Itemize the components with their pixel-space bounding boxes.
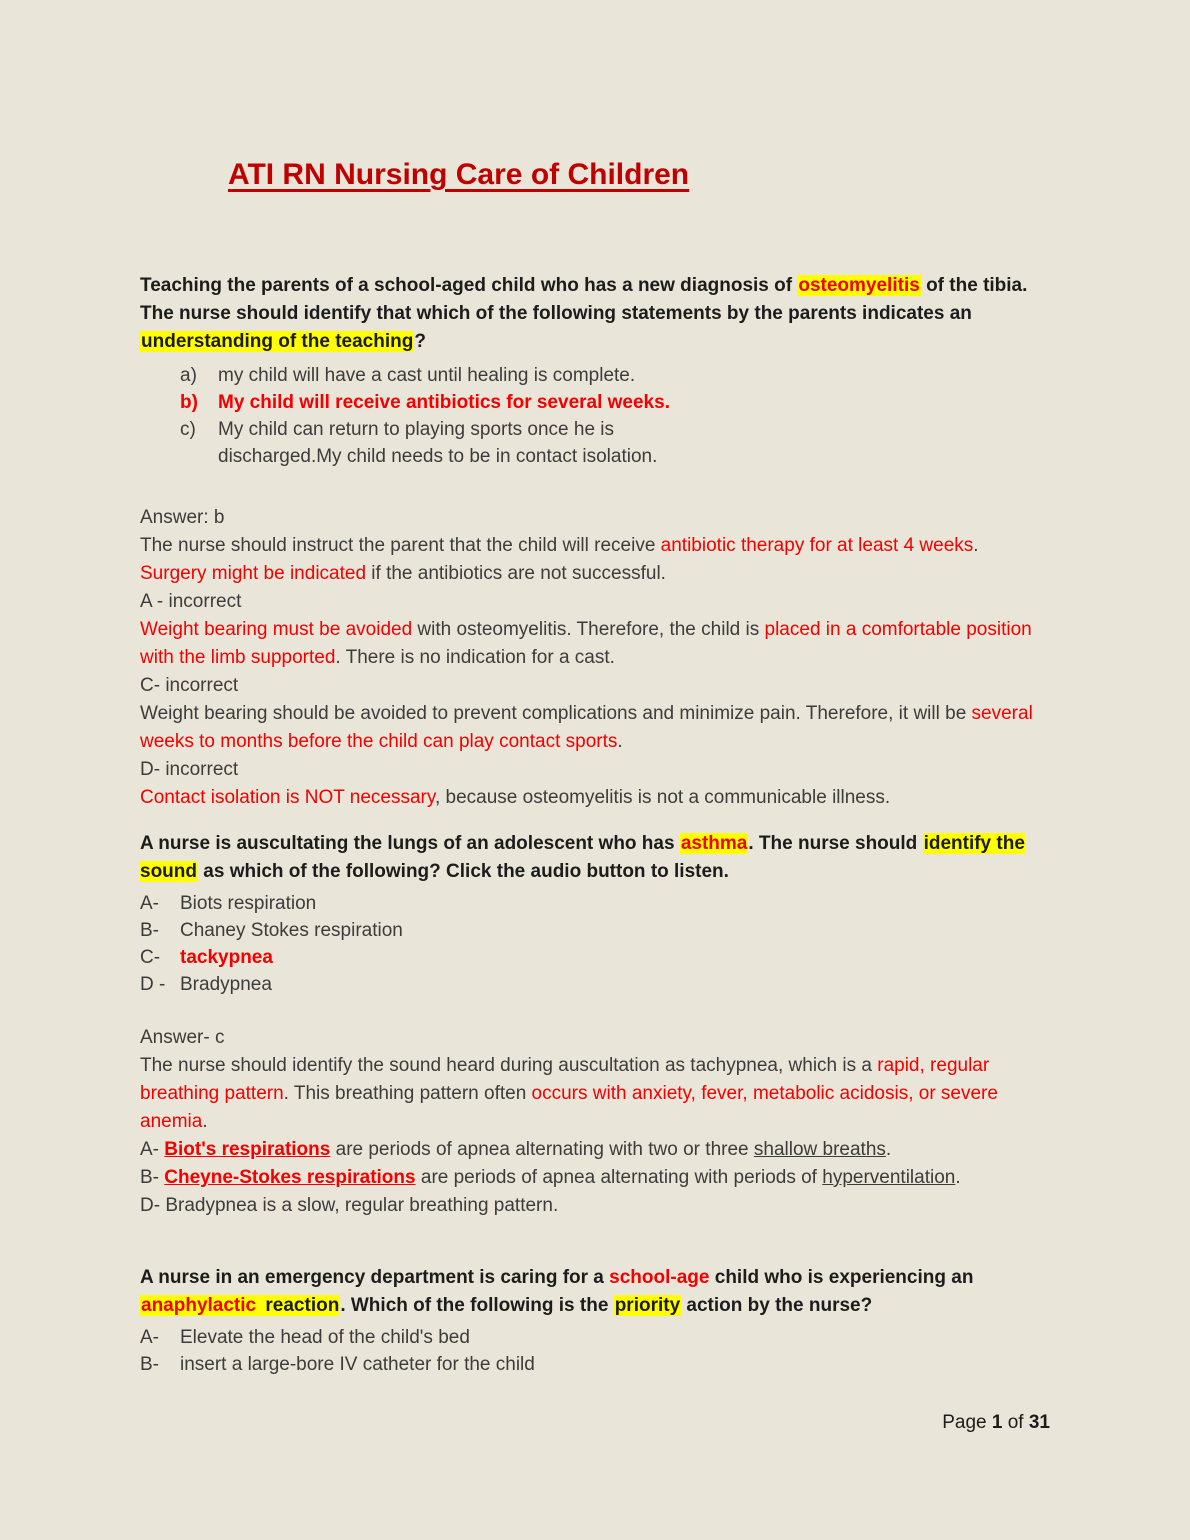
red-text: Weight bearing must be avoided bbox=[140, 619, 413, 640]
q1-question-text bbox=[140, 272, 1050, 356]
q1-options bbox=[180, 362, 1050, 470]
option-text: My child can return to playing sports once he is bbox=[218, 419, 615, 440]
text-run: . bbox=[955, 1167, 961, 1188]
q2-option-c bbox=[140, 944, 1050, 971]
q3-question-text bbox=[140, 1264, 1050, 1320]
highlighted-text: understanding of the teaching bbox=[141, 331, 414, 352]
q1-option-c-continued bbox=[180, 443, 1050, 470]
footer-text: Page bbox=[942, 1412, 992, 1433]
q1-a-label: A - incorrect bbox=[140, 591, 242, 612]
underlined-text: hyperventilation bbox=[822, 1167, 956, 1188]
q1-d-rationale bbox=[140, 784, 1050, 812]
text-run: are periods of apnea alternating with two or three bbox=[330, 1139, 754, 1160]
text-run: , because osteomyelitis is not a communicable illness. bbox=[434, 787, 891, 808]
text-run: B- bbox=[140, 1167, 165, 1188]
footer-total-pages: 31 bbox=[1028, 1412, 1050, 1433]
option-label: A- bbox=[140, 1327, 159, 1348]
q2-a-rationale bbox=[140, 1136, 1050, 1164]
option-label: b) bbox=[180, 392, 198, 413]
highlighted-red-text: osteomyelitis bbox=[798, 275, 920, 296]
q1-option-b bbox=[180, 389, 1050, 416]
text-run: . bbox=[617, 731, 623, 752]
option-label: B- bbox=[140, 920, 159, 941]
red-text: rapid, regular breathing pattern bbox=[140, 1055, 990, 1104]
text-run: . This breathing pattern often bbox=[283, 1083, 532, 1104]
q1-answer: Answer: b bbox=[140, 507, 225, 528]
page-footer bbox=[942, 1412, 1050, 1434]
footer-text: of bbox=[1002, 1412, 1029, 1433]
option-text: Chaney Stokes respiration bbox=[180, 920, 403, 941]
document-title: ATI RN Nursing Care of Children bbox=[228, 158, 690, 191]
text-run: Weight bearing should be avoided to prevent complications and minimize pain. Therefore, it will be bbox=[140, 703, 972, 724]
q2-option-a bbox=[140, 890, 1050, 917]
option-text: Elevate the head of the child's bed bbox=[180, 1327, 470, 1348]
q2-option-b bbox=[140, 917, 1050, 944]
q2-option-d bbox=[140, 971, 1050, 998]
red-text: antibiotic therapy for at least 4 weeks bbox=[660, 535, 974, 556]
q1-rationale bbox=[140, 532, 1050, 588]
text-run: . Which of the following is the bbox=[340, 1295, 614, 1316]
question-1-section bbox=[140, 272, 1050, 812]
red-text: several weeks to months before the child can play contact sports bbox=[140, 703, 1033, 752]
text-run: A nurse in an emergency department is caring for a bbox=[140, 1267, 610, 1288]
option-label: D - bbox=[140, 974, 166, 995]
text-run: A- bbox=[140, 1139, 165, 1160]
q3-options bbox=[140, 1324, 1050, 1378]
text-run: . bbox=[202, 1111, 208, 1132]
highlighted-text: identify the sound bbox=[140, 833, 1025, 882]
red-underlined-text: Biot's respirations bbox=[164, 1139, 331, 1160]
question-2-section bbox=[140, 830, 1050, 1220]
text-run: action by the nurse? bbox=[681, 1295, 873, 1316]
q1-c-label: C- incorrect bbox=[140, 675, 239, 696]
text-run: . bbox=[973, 535, 979, 556]
option-label: B- bbox=[140, 1354, 159, 1375]
red-text: occurs with anxiety, fever, metabolic acidosis, or severe anemia bbox=[140, 1083, 998, 1132]
q3-option-a bbox=[140, 1324, 1050, 1351]
question-3-section bbox=[140, 1264, 1050, 1378]
highlighted-text: reaction bbox=[265, 1295, 340, 1316]
underlined-text: shallow breaths bbox=[753, 1139, 886, 1160]
q2-question-text bbox=[140, 830, 1050, 886]
text-run: A nurse is auscultating the lungs of an adolescent who has bbox=[140, 833, 680, 854]
text-run: with osteomyelitis. Therefore, the child is bbox=[412, 619, 765, 640]
q2-options bbox=[140, 890, 1050, 998]
option-text: Biots respiration bbox=[180, 893, 317, 914]
text-run: . There is no indication for a cast. bbox=[335, 647, 615, 668]
highlighted-text: priority bbox=[614, 1295, 681, 1316]
option-text: my child will have a cast until healing is complete. bbox=[218, 365, 636, 386]
q3-option-b bbox=[140, 1351, 1050, 1378]
q1-d-label: D- incorrect bbox=[140, 759, 239, 780]
text-run: . The nurse should bbox=[748, 833, 923, 854]
q1-option-c bbox=[180, 416, 1050, 443]
q1-a-rationale bbox=[140, 616, 1050, 672]
red-underlined-text: Cheyne-Stokes respirations bbox=[164, 1167, 416, 1188]
option-label-spacer bbox=[180, 443, 218, 470]
text-run: The nurse should identify the sound heard during auscultation as tachypnea, which is a bbox=[140, 1055, 878, 1076]
option-label: a) bbox=[180, 365, 197, 386]
red-text: Surgery might be indicated bbox=[140, 563, 367, 584]
text-run: . bbox=[885, 1139, 892, 1160]
text-run: The nurse should instruct the parent that the child will receive bbox=[140, 535, 661, 556]
text-run: if the antibiotics are not successful. bbox=[366, 563, 666, 584]
q1-option-a bbox=[180, 362, 1050, 389]
q2-b-rationale bbox=[140, 1164, 1050, 1192]
option-text-red: tackypnea bbox=[180, 947, 273, 968]
q2-rationale bbox=[140, 1052, 1050, 1136]
text-run: of the tibia. The nurse should identify that which of the following statements by the parents indicates an bbox=[140, 275, 1028, 324]
option-text: Bradypnea bbox=[180, 974, 272, 995]
footer-page-number: 1 bbox=[991, 1412, 1003, 1433]
highlighted-red-text: anaphylactic bbox=[141, 1295, 257, 1316]
text-run: are periods of apnea alternating with periods of bbox=[415, 1167, 823, 1188]
q2-d-rationale: D- Bradypnea is a slow, regular breathing pattern. bbox=[140, 1195, 559, 1216]
q2-answer: Answer- c bbox=[140, 1027, 225, 1048]
option-label: C- bbox=[140, 947, 161, 968]
option-text: insert a large-bore IV catheter for the child bbox=[180, 1354, 535, 1375]
option-text: My child will receive antibiotics for several weeks. bbox=[218, 392, 670, 413]
red-text: school-age bbox=[609, 1267, 710, 1288]
text-run: as which of the following? Click the audio button to listen. bbox=[198, 861, 729, 882]
text-run: child who is experiencing an bbox=[709, 1267, 974, 1288]
red-text: Contact isolation is NOT necessary bbox=[140, 787, 435, 808]
option-text: discharged.My child needs to be in contact isolation. bbox=[218, 446, 658, 467]
highlighted-red-text: asthma bbox=[680, 833, 748, 854]
option-label: A- bbox=[140, 893, 159, 914]
option-label: c) bbox=[180, 419, 196, 440]
text-run: ? bbox=[414, 331, 426, 352]
text-run: Teaching the parents of a school-aged child who has a new diagnosis of bbox=[140, 275, 798, 296]
q1-c-rationale bbox=[140, 700, 1050, 756]
red-text: placed in a comfortable position with the limb supported bbox=[140, 619, 1032, 668]
